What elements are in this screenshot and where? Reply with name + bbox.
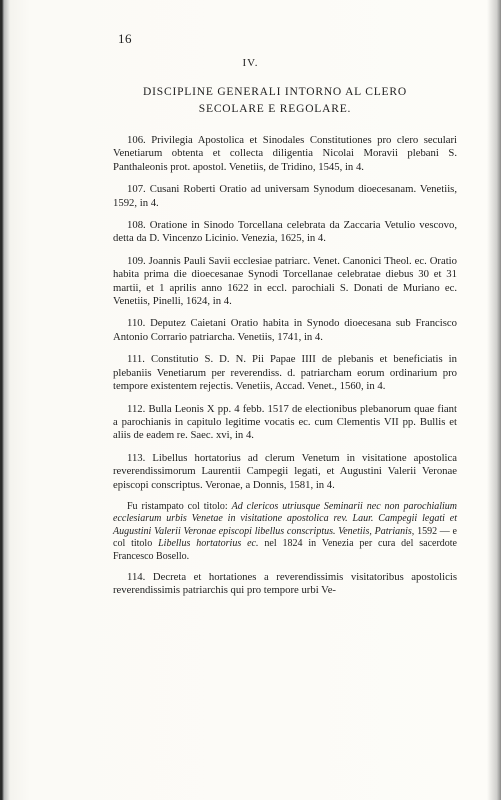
entry-number: 113. <box>127 451 146 464</box>
entry-111 <box>113 353 457 393</box>
note-title-2: Libellus hortatorius ec. <box>158 538 259 550</box>
entry-number: 110. <box>127 317 146 330</box>
entry-110 <box>113 317 457 344</box>
entry-text: Oratione in Sinodo Torcellana celebrata da Zaccaria Vetulio vescovo, detta da D. Vincenzo Licinio. Venezia, 1625, in 4. <box>113 219 457 245</box>
entry-number: 112. <box>127 402 146 415</box>
entry-text: Deputez Caietani Oratio habita in Synodo dioecesana sub Francisco Antonio Corrario patriarcha. Venetiis, 1741, in 4. <box>113 317 458 343</box>
note-lead: Fu ristampato col titolo: <box>127 500 228 512</box>
section-title <box>110 84 440 118</box>
entry-number: 106. <box>127 134 146 146</box>
entry-106 <box>113 134 457 174</box>
section-title-line-2: SECOLARE E REGOLARE. <box>198 103 352 115</box>
entry-text: Constitutio S. D. N. Pii Papae IIII de plebanis et beneficiatis in plebaniis Venetiarum per reverendiss. d. patriarcham eorum ordinarium pro tempore existentem rejectis. Venetiis, Accad. Venet., 1560, in 4. <box>113 353 457 393</box>
entry-number: 109. <box>127 254 146 267</box>
entry-number: 114. <box>127 570 146 583</box>
section-title-line-1: DISCIPLINE GENERALI INTORNO AL CLERO <box>143 86 407 98</box>
entry-112 <box>113 403 457 443</box>
entry-text: Cusani Roberti Oratio ad universam Synodum dioecesanam. Venetiis, 1592, in 4. <box>113 183 458 209</box>
entry-text: Joannis Pauli Savii ecclesiae patriarc. Venet. Canonici Theol. ec. Oratio habita prima die dioecesanae Synodi Torcellanae celebratae diebus 30 et 31 martii, et 1 aprilis anno 1622 in eccl. parochiali S. Donati de Muriano ec. Venetiis, Pinelli, 1624, in 4. <box>113 254 457 308</box>
note-tail: nel 1824 in Venezia per cura del sacerdote Francesco Bosello. <box>113 538 457 562</box>
entry-number: 108. <box>127 219 146 232</box>
entry-107 <box>113 183 457 210</box>
entry-list <box>113 134 457 607</box>
entry-text: Libellus hortatorius ad clerum Venetum in visitatione apostolica reverendissimorum Laurentii Campegii legati, et Augustini Valerii Veronae episcopi conscriptus. Veronae, a Donnis, 1581, in 4. <box>113 451 457 491</box>
entry-113 <box>113 452 457 492</box>
note-title-1: Ad clericos utriusque Seminarii nec non parochialium ecclesiarum urbis Venetae in visitatione apostolica rev. Laur. Campegii legati et Augustini Valerii Veronae episcopi libellus conscriptus. Venetiis, Patrianis, <box>113 500 457 537</box>
entry-108 <box>113 219 457 246</box>
reprint-note <box>113 501 457 563</box>
entry-109 <box>113 255 457 309</box>
note-mid: 1592 — e col titolo <box>113 525 457 550</box>
entry-number: 107. <box>127 183 146 196</box>
section-number: IV. <box>242 57 259 69</box>
page-number: 16 <box>118 31 132 46</box>
entry-114 <box>113 571 457 598</box>
entry-text: Bulla Leonis X pp. 4 febb. 1517 de electionibus plebanorum quae fiant a parochianis in capitulo legitime vocatis ec. cum Clementis VII pp. Bullis et aliis de eadem re. Saec. xvi, in 4. <box>113 402 457 442</box>
entry-text: Decreta et hortationes a reverendissimis visitatoribus apostolicis reverendissimis patriarchis qui pro tempore urbi Ve- <box>113 570 457 597</box>
entry-text: Privilegia Apostolica et Sinodales Constitutiones pro clero seculari Venetiarum obtenta et collecta diligentia Nicolai Moravii plebani S. Panthaleonis prot. apostol. Venetiis, de Tridino, 1545, in 4. <box>113 134 458 173</box>
entry-number: 111. <box>127 353 145 366</box>
